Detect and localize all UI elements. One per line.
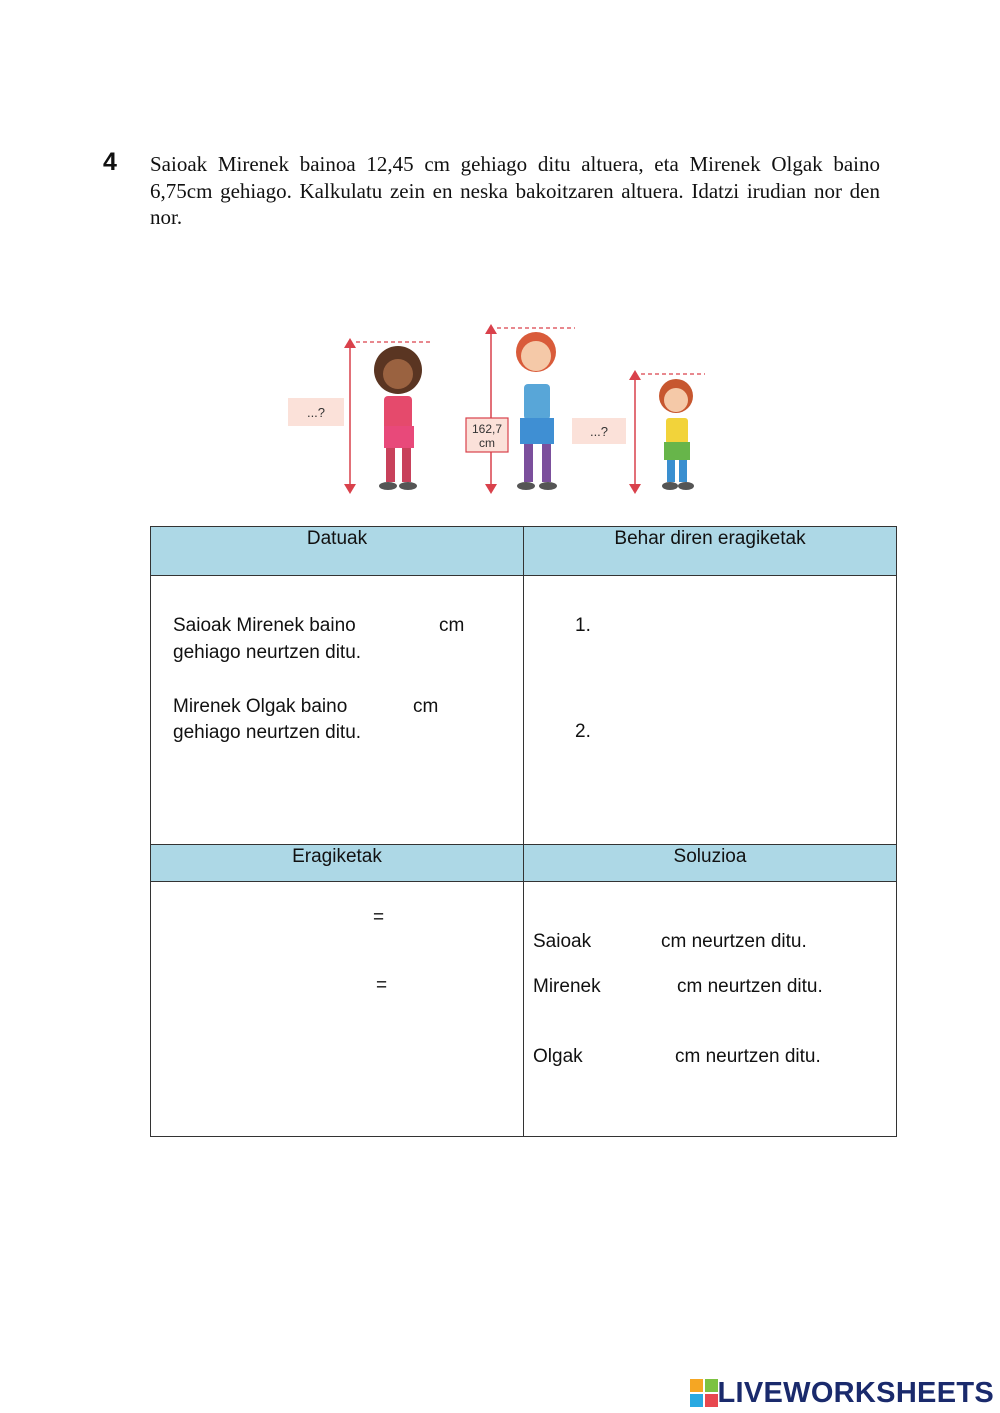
operation-1-equals: = — [373, 907, 385, 928]
operation-2-equals: = — [376, 975, 388, 996]
left-girl-figure — [344, 338, 430, 494]
girls-height-illustration — [280, 318, 720, 498]
step-2-label: 2. — [575, 721, 591, 742]
solution-olga-name: Olgak — [533, 1046, 583, 1067]
middle-height-value: 162,7 — [471, 422, 503, 436]
datuak-line2-text: Mirenek Olgak baino — [173, 696, 348, 717]
right-girl-figure — [629, 370, 705, 494]
right-height-label: ...? — [589, 424, 609, 439]
datuak-line2-end: gehiago neurtzen ditu. — [173, 722, 362, 743]
datuak-line1-end: gehiago neurtzen ditu. — [173, 642, 362, 663]
datuak-line1-text: Saioak Mirenek baino — [173, 615, 356, 636]
question-number: 4 — [103, 148, 117, 176]
header-datuak: Datuak — [151, 527, 523, 575]
header-soluzioa: Soluzioa — [524, 845, 896, 881]
datuak-line2-unit: cm — [413, 696, 439, 717]
middle-girl-figure — [485, 324, 575, 494]
header-eragiketak: Eragiketak — [151, 845, 523, 881]
solution-miren-text: cm neurtzen ditu. — [677, 976, 823, 997]
header-behar-diren-eragiketak: Behar diren eragiketak — [524, 527, 896, 575]
step-1-label: 1. — [575, 615, 591, 636]
datuak-line1-unit: cm — [439, 615, 465, 636]
solution-olga-text: cm neurtzen ditu. — [675, 1046, 821, 1067]
liveworksheets-wordmark: LIVEWORKSHEETS — [717, 1376, 994, 1409]
left-height-label: ...? — [306, 405, 326, 420]
liveworksheets-brand — [690, 1375, 995, 1411]
liveworksheets-logo-icon — [690, 1379, 718, 1407]
solution-saioa-name: Saioak — [533, 931, 592, 952]
middle-height-unit: cm — [479, 436, 495, 450]
worksheet-table — [150, 526, 897, 1137]
question-statement: Saioak Mirenek bainoa 12,45 cm gehiago ditu altuera, eta Mirenek Olgak baino 6,75cm gehiago. Kalkulatu zein en neska bakoitzaren altuera. Idatzi irudian nor den nor. — [150, 152, 880, 229]
solution-miren-name: Mirenek — [533, 976, 601, 997]
solution-saioa-text: cm neurtzen ditu. — [661, 931, 807, 952]
